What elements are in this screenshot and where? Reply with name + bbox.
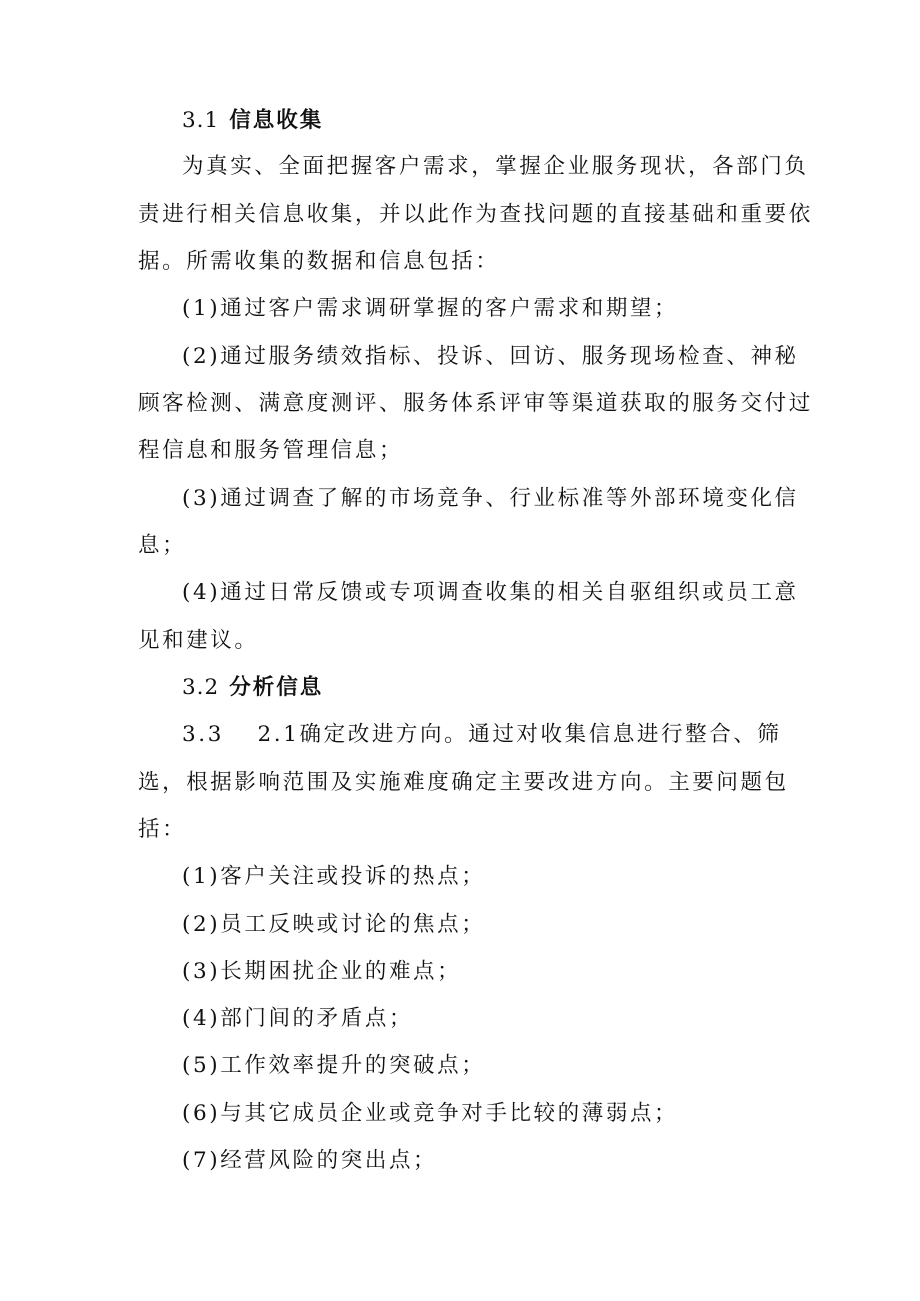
paragraph-line: 据。所需收集的数据和信息包括：: [138, 249, 500, 274]
section-number: 3.2: [182, 675, 220, 700]
list-item: (7)经营风险的突出点；: [182, 1148, 438, 1173]
list-item: (4)通过日常反馈或专项调查收集的相关自驱组织或员工意: [182, 580, 799, 605]
list-item-continuation: 程信息和服务管理信息；: [138, 438, 404, 463]
paragraph-line: 括：: [138, 817, 187, 842]
list-item-continuation: 见和建议。: [138, 628, 259, 653]
paragraph-line: 为真实、全面把握客户需求，掌握企业服务现状，各部门负: [182, 154, 809, 179]
section-number: 3.1: [182, 108, 220, 133]
list-item: (1)客户关注或投诉的热点；: [182, 864, 486, 889]
paragraph-line: 3.3 2.1确定改进方向。通过对收集信息进行整合、筛: [182, 722, 782, 747]
list-item: (5)工作效率提升的突破点；: [182, 1053, 486, 1078]
list-item: (1)通过客户需求调研掌握的客户需求和期望；: [182, 296, 679, 321]
section-heading-3-2: [182, 673, 842, 703]
list-item: (2)员工反映或讨论的焦点；: [182, 912, 486, 937]
paragraph-line: 责进行相关信息收集，并以此作为查找问题的直接基础和重要依: [138, 202, 813, 227]
list-item-continuation: 顾客检测、满意度测评、服务体系评审等渠道获取的服务交付过: [138, 391, 813, 416]
list-item-continuation: 息；: [138, 533, 187, 558]
section-title: 分析信息: [229, 675, 324, 700]
list-item: (4)部门间的矛盾点；: [182, 1006, 414, 1031]
list-item: (2)通过服务绩效指标、投诉、回访、服务现场检查、神秘: [182, 344, 799, 369]
list-item: (3)长期困扰企业的难点；: [182, 959, 462, 984]
paragraph-line: 选，根据影响范围及实施难度确定主要改进方向。主要问题包: [138, 770, 789, 795]
section-heading-3-1: [182, 106, 842, 136]
section-title: 信息收集: [229, 108, 324, 133]
list-item: (6)与其它成员企业或竞争对手比较的薄弱点；: [182, 1101, 679, 1126]
list-item: (3)通过调查了解的市场竞争、行业标准等外部环境变化信: [182, 486, 799, 511]
